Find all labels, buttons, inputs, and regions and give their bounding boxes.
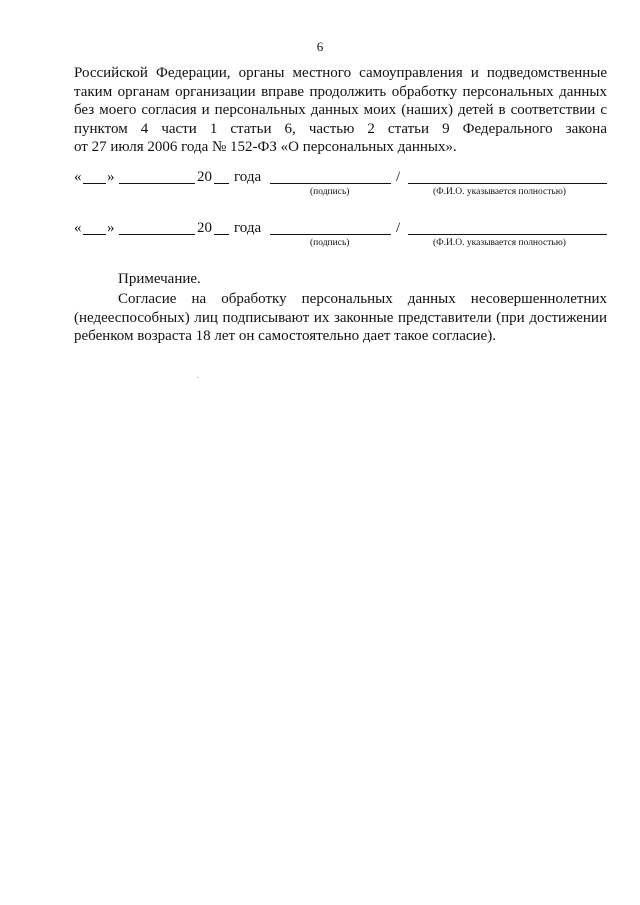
slash-separator: / <box>396 220 401 236</box>
consent-paragraph <box>74 64 607 157</box>
close-quote: » <box>107 220 115 236</box>
year-word: года <box>234 169 262 185</box>
page-number: 6 <box>316 39 324 54</box>
paragraph-line: без моего согласия и персональных данных моих (наших) детей в соответствии с <box>74 102 607 118</box>
year-blank[interactable] <box>214 169 229 184</box>
year-blank[interactable] <box>214 220 229 235</box>
full-name-caption: (Ф.И.О. указывается полностью) <box>433 187 566 197</box>
full-name-blank[interactable] <box>408 169 607 184</box>
paragraph-line: от 27 июля 2006 года № 152-ФЗ «О персональных данных». <box>74 139 457 155</box>
close-quote: » <box>107 169 115 185</box>
paragraph-line: таким органам организации вправе продолжить обработку персональных данных <box>74 83 607 100</box>
signature-caption: (подпись) <box>310 238 350 248</box>
note-paragraph <box>74 290 607 346</box>
open-quote: « <box>74 220 82 236</box>
signature-caption: (подпись) <box>310 187 350 197</box>
year-prefix: 20 <box>197 220 212 236</box>
note-line: Согласие на обработку персональных данных несовершеннолетних <box>118 291 607 307</box>
signature-blank[interactable] <box>270 169 391 184</box>
open-quote: « <box>74 169 82 185</box>
full-name-blank[interactable] <box>408 220 607 235</box>
paragraph-line: Российской Федерации, органы местного самоуправления и подведомственные <box>74 65 607 81</box>
year-prefix: 20 <box>197 169 212 185</box>
scan-speck <box>197 377 198 378</box>
month-blank[interactable] <box>119 220 195 235</box>
day-blank[interactable] <box>83 169 106 184</box>
note-line: ребенком возраста 18 лет он самостоятельно дает такое согласие). <box>74 328 496 344</box>
year-word: года <box>234 220 262 236</box>
signature-row <box>74 169 607 203</box>
full-name-caption: (Ф.И.О. указывается полностью) <box>433 238 566 248</box>
signature-row <box>74 220 607 254</box>
signature-blank[interactable] <box>270 220 391 235</box>
month-blank[interactable] <box>119 169 195 184</box>
day-blank[interactable] <box>83 220 106 235</box>
note-line: (недееспособных) лиц подписывают их законные представители (при достижении <box>74 309 607 326</box>
note-title: Примечание. <box>118 271 201 287</box>
slash-separator: / <box>396 169 401 185</box>
paragraph-line: пунктом 4 части 1 статьи 6, частью 2 статьи 9 Федерального закона <box>74 120 607 137</box>
